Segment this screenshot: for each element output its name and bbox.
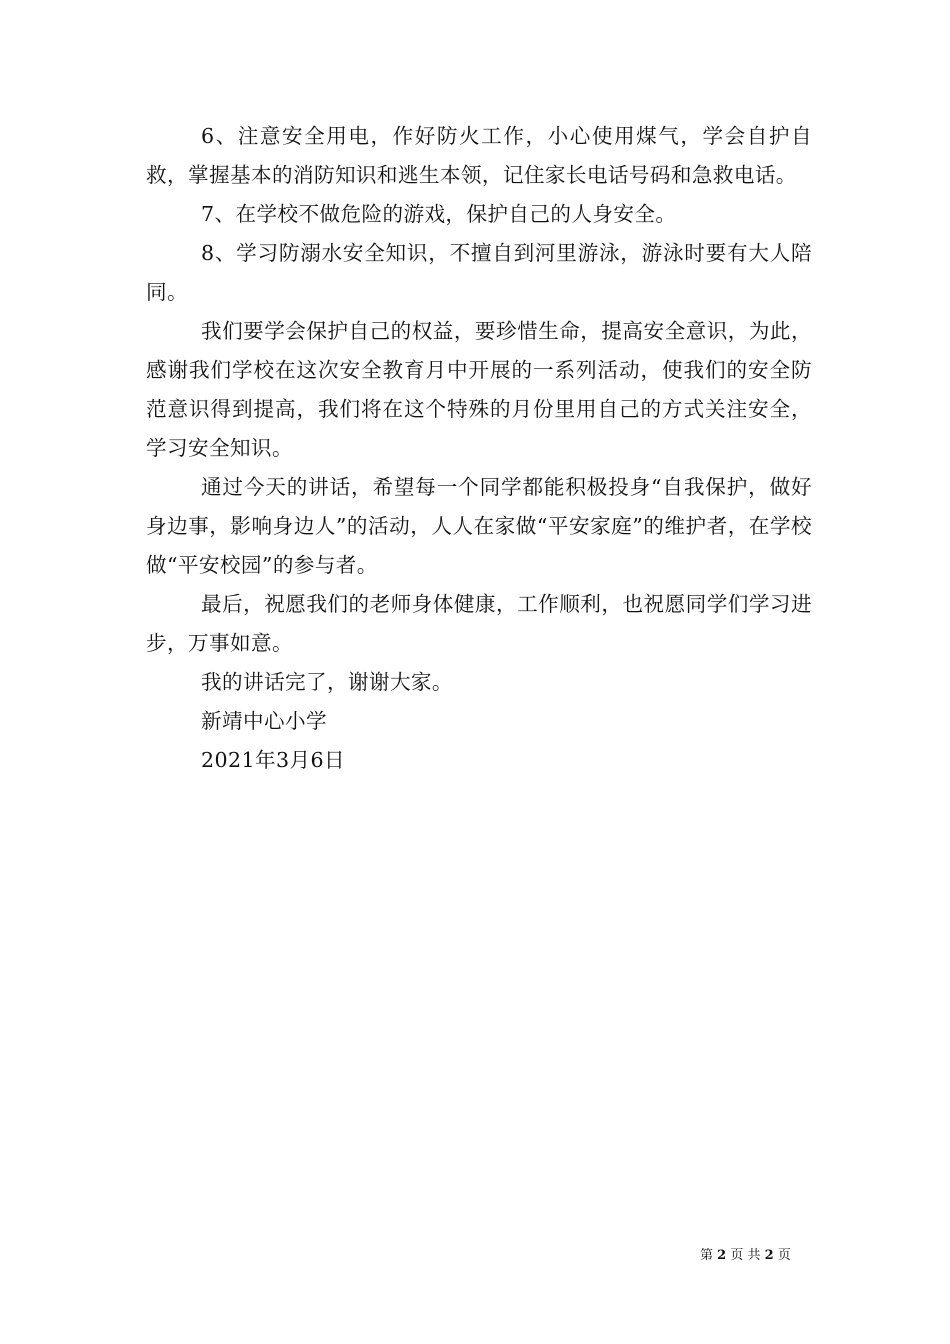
paragraph-hope: 通过今天的讲话，希望每一个同学都能积极投身“自我保护，做好身边事，影响身边人”的活动，人人在家做“平安家庭”的维护者，在学校做“平安校园”的参与者。: [146, 475, 812, 577]
paragraph-wishes: 最后，祝愿我们的老师身体健康，工作顺利，也祝愿同学们学习进步，万事如意。: [146, 592, 812, 655]
footer-suffix: 页: [777, 1248, 791, 1263]
signature-school: 新靖中心小学: [201, 709, 327, 733]
footer-prefix: 第: [700, 1248, 714, 1263]
paragraph-rights: 我们要学会保护自己的权益，要珍惜生命，提高安全意识，为此，感谢我们学校在这次安全教育月中开展的一系列活动，使我们的安全防范意识得到提高，我们将在这个特殊的月份里用自己的方式关注安全，学习安全知识。: [146, 319, 812, 460]
paragraph-item-7: 7、在学校不做危险的游戏，保护自己的人身安全。: [201, 202, 677, 226]
signature-date: 2021年3月6日: [201, 748, 345, 772]
footer-current-page: 2: [717, 1248, 727, 1263]
paragraph-item-8: 8、学习防溺水安全知识，不擅自到河里游泳，游泳时要有大人陪同。: [146, 241, 812, 304]
page-number-footer: [700, 1248, 791, 1264]
footer-total-pages: 2: [764, 1248, 774, 1263]
document-body: [146, 117, 812, 780]
paragraph-closing: 我的讲话完了，谢谢大家。: [201, 670, 453, 694]
footer-middle: 页 共: [730, 1248, 761, 1263]
paragraph-item-6: 6、注意安全用电，作好防火工作，小心使用煤气，学会自护自救，掌握基本的消防知识和逃生本领，记住家长电话号码和急救电话。: [146, 124, 812, 187]
